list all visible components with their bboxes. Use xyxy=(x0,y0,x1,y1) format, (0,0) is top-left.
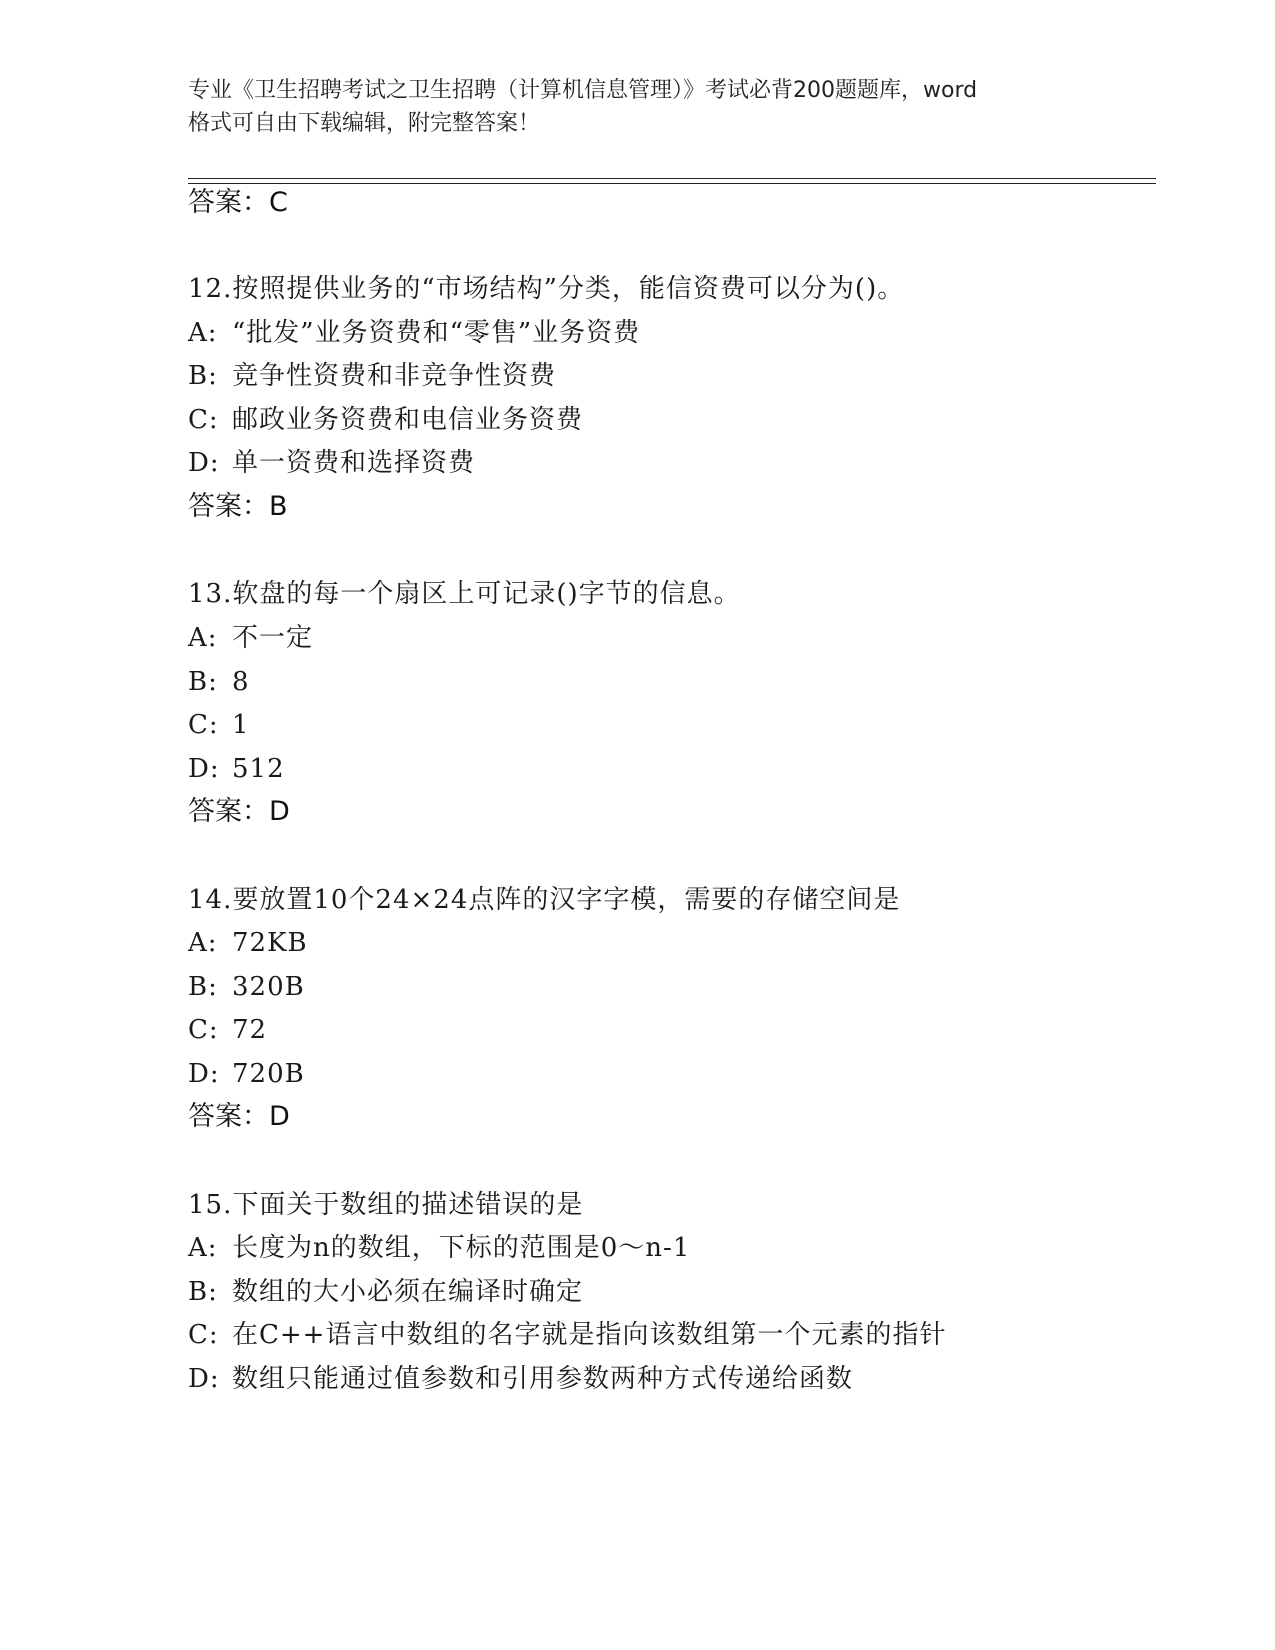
question-15-option-a xyxy=(188,1231,690,1265)
option-letter: B: xyxy=(188,361,218,391)
question-14-option-a xyxy=(188,926,308,960)
question-12-option-a xyxy=(188,316,640,350)
question-13-answer: 答案：D xyxy=(188,796,290,827)
option-letter: B: xyxy=(188,1277,218,1307)
answer-prev: 答案：C xyxy=(188,187,288,218)
option-letter: C: xyxy=(188,1320,219,1350)
option-letter: D: xyxy=(188,448,220,478)
option-letter: D: xyxy=(188,1059,220,1089)
option-letter: A: xyxy=(188,1233,218,1263)
question-12-option-d xyxy=(188,446,475,480)
option-text: 1 xyxy=(232,710,250,740)
option-text: 8 xyxy=(232,667,250,697)
question-12-option-b xyxy=(188,359,556,393)
option-text: 数组只能通过值参数和引用参数两种方式传递给函数 xyxy=(232,1364,854,1394)
question-13-option-c xyxy=(188,708,250,742)
question-12-stem: 12.按照提供业务的“市场结构”分类，能信资费可以分为()。 xyxy=(188,274,905,304)
option-letter: D: xyxy=(188,754,220,784)
option-text: 在C++语言中数组的名字就是指向该数组第一个元素的指针 xyxy=(232,1320,947,1350)
question-12-answer: 答案：B xyxy=(188,491,288,522)
option-letter: C: xyxy=(188,405,219,435)
document-header xyxy=(188,74,1088,140)
option-letter: D: xyxy=(188,1364,220,1394)
option-letter: A: xyxy=(188,623,218,653)
question-15-option-d xyxy=(188,1362,853,1396)
question-13-option-b xyxy=(188,665,250,699)
option-text: 不一定 xyxy=(232,623,314,653)
option-text: 邮政业务资费和电信业务资费 xyxy=(232,405,584,435)
header-line-1: 专业《卫生招聘考试之卫生招聘（计算机信息管理）》考试必背200题题库，word xyxy=(188,78,978,103)
option-text: 竞争性资费和非竞争性资费 xyxy=(232,361,557,391)
option-text: 320B xyxy=(232,972,305,1002)
question-14-answer: 答案：D xyxy=(188,1101,290,1132)
option-letter: C: xyxy=(188,1015,219,1045)
option-letter: A: xyxy=(188,318,218,348)
question-15-stem: 15.下面关于数组的描述错误的是 xyxy=(188,1190,584,1220)
question-13-option-d xyxy=(188,752,285,786)
question-15-option-b xyxy=(188,1275,583,1309)
header-line-2: 格式可自由下载编辑，附完整答案！ xyxy=(188,111,541,136)
question-14-option-d xyxy=(188,1057,305,1091)
option-text: 单一资费和选择资费 xyxy=(232,448,476,478)
option-letter: A: xyxy=(188,928,218,958)
option-text: 720B xyxy=(232,1059,305,1089)
header-divider-bottom xyxy=(188,183,1156,184)
question-12-option-c xyxy=(188,403,583,437)
option-text: “批发”业务资费和“零售”业务资费 xyxy=(232,318,641,348)
question-13-option-a xyxy=(188,621,313,655)
option-text: 72KB xyxy=(232,928,308,958)
question-15-option-c xyxy=(188,1318,946,1352)
option-text: 长度为n的数组，下标的范围是0～n-1 xyxy=(232,1233,691,1263)
question-14-option-c xyxy=(188,1013,267,1047)
option-text: 数组的大小必须在编译时确定 xyxy=(232,1277,584,1307)
option-letter: C: xyxy=(188,710,219,740)
question-14-option-b xyxy=(188,970,305,1004)
option-text: 72 xyxy=(232,1015,268,1045)
option-letter: B: xyxy=(188,972,218,1002)
question-14-stem: 14.要放置10个24×24点阵的汉字字模，需要的存储空间是 xyxy=(188,885,901,915)
header-divider-top xyxy=(188,178,1156,179)
question-13-stem: 13.软盘的每一个扇区上可记录()字节的信息。 xyxy=(188,579,741,609)
option-letter: B: xyxy=(188,667,218,697)
option-text: 512 xyxy=(232,754,285,784)
